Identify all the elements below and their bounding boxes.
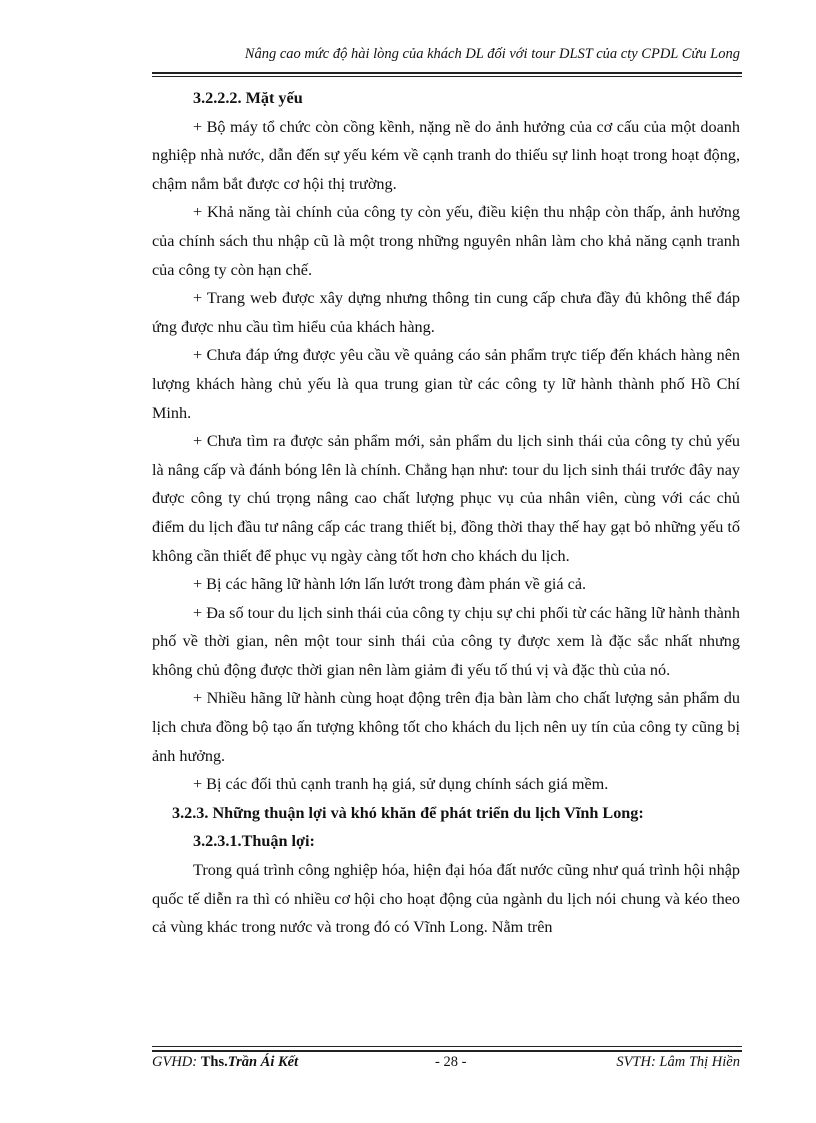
footer-supervisor: GVHD: Ths.Trần Ái Kết	[152, 1054, 299, 1070]
footer-rule-thin	[152, 1046, 742, 1047]
page-body	[152, 84, 740, 942]
paragraph: Trong quá trình công nghiệp hóa, hiện đại hóa đất nước cũng như quá trình hội nhập quốc tế diễn ra thì có nhiều cơ hội cho hoạt động của ngành du lịch nói chung và kéo theo cả vùng khác trong nước và trong đó có Vĩnh Long. Nằm trên	[152, 861, 740, 937]
paragraph: + Bị các đối thủ cạnh tranh hạ giá, sử dụng chính sách giá mềm.	[193, 775, 609, 794]
paragraph: + Khả năng tài chính của công ty còn yếu, điều kiện thu nhập còn thấp, ảnh hưởng của chính sách thu nhập cũ là một trong những nguyên nhân làm cho khả năng cạnh tranh của công ty còn hạn chế.	[152, 203, 740, 279]
paragraph: + Bộ máy tổ chức còn cồng kềnh, nặng nề do ảnh hưởng của cơ cấu của một doanh nghiệp nhà nước, dẫn đến sự yếu kém về cạnh tranh do thiếu sự linh hoạt trong hoạt động, chậm nắm bắt được cơ hội thị trường.	[152, 117, 740, 193]
header-rule-thin	[152, 76, 742, 77]
heading-advantage: 3.2.3.1.Thuận lợi:	[193, 832, 315, 851]
paragraph: + Đa số tour du lịch sinh thái của công ty chịu sự chi phối từ các hãng lữ hành thành phố về thời gian, nên một tour sinh thái của công ty được xem là đặc sắc nhất nhưng không chủ động được thời gian nên làm giảm đi yếu tố thú vị và đặc thù của nó.	[152, 603, 740, 679]
footer-student: SVTH: Lâm Thị Hiền	[616, 1054, 740, 1070]
page-number: - 28 -	[435, 1054, 467, 1070]
paragraph: + Chưa đáp ứng được yêu cầu về quảng cáo sản phẩm trực tiếp đến khách hàng nên lượng khách hàng chủ yếu là qua trung gian từ các công ty lữ hành thành phố Hồ Chí Minh.	[152, 346, 740, 422]
paragraph: + Bị các hãng lữ hành lớn lấn lướt trong đàm phán về giá cả.	[193, 575, 587, 594]
header-rule	[152, 72, 742, 74]
heading-weakness: 3.2.2.2. Mặt yếu	[193, 89, 303, 107]
footer-rule	[152, 1050, 742, 1052]
running-header: Nâng cao mức độ hài lòng của khách DL đối với tour DLST của cty CPDL Cửu Long	[244, 46, 740, 62]
paragraph: + Trang web được xây dựng nhưng thông tin cung cấp chưa đầy đủ không thể đáp ứng được nhu cầu tìm hiểu của khách hàng.	[152, 289, 740, 336]
paragraph: + Nhiều hãng lữ hành cùng hoạt động trên địa bàn làm cho chất lượng sản phẩm du lịch chưa đồng bộ tạo ấn tượng không tốt cho khách du lịch nên uy tín của công ty cũng bị ảnh hưởng.	[152, 689, 740, 765]
paragraph: + Chưa tìm ra được sản phẩm mới, sản phẩm du lịch sinh thái của công ty chủ yếu là nâng cấp và đánh bóng lên là chính. Chẳng hạn như: tour du lịch sinh thái trước đây nay được công ty chú trọng nâng cao chất lượng phục vụ của nhân viên, cùng với các chủ điểm du lịch đầu tư nâng cấp các trang thiết bị, đồng thời thay thế hay gạt bỏ những yếu tố không cần thiết để phục vụ ngày càng tốt hơn cho khách du lịch.	[152, 432, 740, 565]
heading-section: 3.2.3. Những thuận lợi và khó khăn để phát triển du lịch Vĩnh Long:	[172, 803, 644, 822]
